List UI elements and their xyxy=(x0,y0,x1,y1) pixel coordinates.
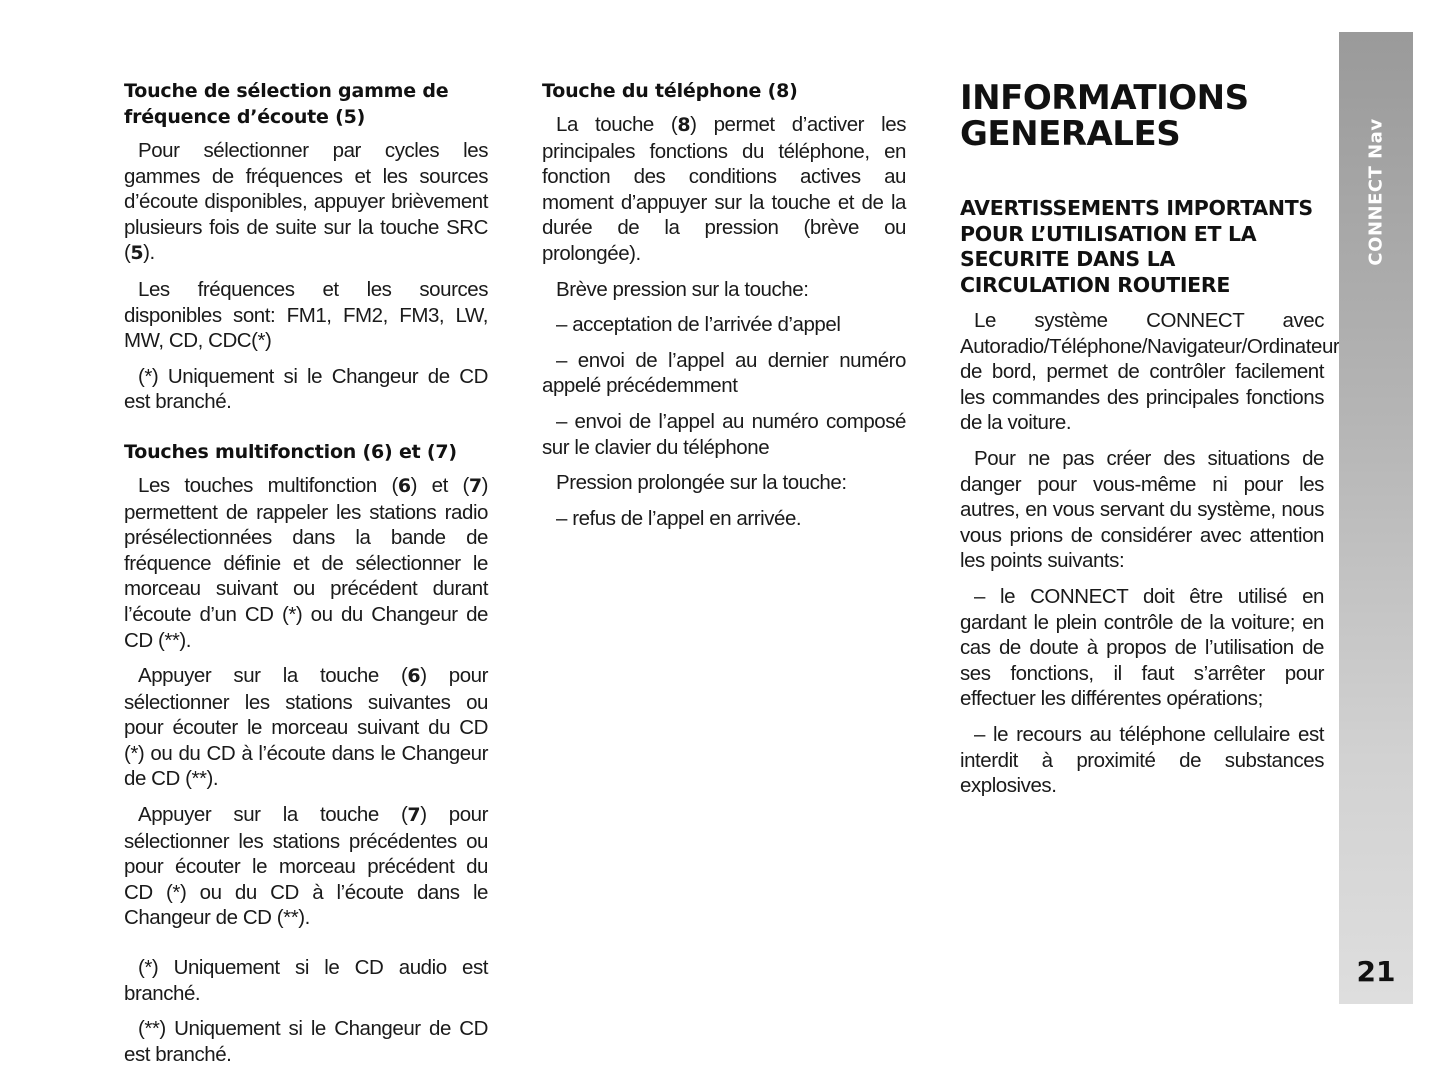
list-item: – acceptation de l’arrivée d’appel xyxy=(556,313,841,337)
column-right xyxy=(960,78,1340,809)
paragraph: Pour sélectionner par cycles les gammes de fréquences et les sources d’écoute disponibles, appuyer brièvement plusieurs fois de suite sur la touche SRC (5). xyxy=(124,139,488,265)
footnote: (**) Uniquement si le Changeur de CD est branché. xyxy=(124,1017,488,1066)
paragraph: La touche (8) permet d’activer les principales fonctions du téléphone, en fonction des conditions actives au moment d’appuyer sur la touche et de la durée de la pression (brève ou prolongée). xyxy=(542,113,907,265)
paragraph: Appuyer sur la touche (6) pour sélectionner les stations suivantes ou pour écouter le morceau suivant du CD (*) ou du CD à l’écoute dans le Changeur de CD (**). xyxy=(124,664,488,791)
paragraph: Le système CONNECT avec Autoradio/Téléphone/Navigateur/Ordinateur de bord, permet de contrôler facilement les commandes des principales fonctions de la voiture. xyxy=(960,309,1340,435)
footnote: (*) Uniquement si le Changeur de CD est branché. xyxy=(124,364,488,414)
footnote: (*) Uniquement si le CD audio est branché. xyxy=(124,956,488,1005)
paragraph: Pression prolongée sur la touche: xyxy=(556,471,847,495)
list-item: – le CONNECT doit être utilisé en gardant le plein contrôle de la voiture; en cas de doute à propos de l’utilisation de ses fonctions, il faut s’arrêter pour effectuer les différentes opérations; xyxy=(960,584,1324,711)
column-middle xyxy=(542,78,906,541)
paragraph: Brève pression sur la touche: xyxy=(556,277,809,301)
page-number: 21 xyxy=(1356,955,1396,988)
paragraph: Les touches multifonction (6) et (7) permettent de rappeler les stations radio présélectionnées dans la bande de fréquence définie et de sélectionner le morceau suivant ou précédent durant l’écoute d’un CD (*) ou du Changeur de CD (**). xyxy=(124,473,488,652)
list-item: – envoi de l’appel au numéro composé sur le clavier du téléphone xyxy=(542,409,906,459)
section-title: INFORMATIONS GENERALES xyxy=(960,78,1249,154)
side-tab xyxy=(1339,32,1413,1004)
paragraph: Les fréquences et les sources disponibles sont: FM1, FM2, FM3, LW, MW, CD, CDC(*) xyxy=(124,277,488,353)
heading-frequency-key: Touche de sélection gamme de fréquence d’écoute (5) xyxy=(124,80,449,128)
paragraph: Pour ne pas créer des situations de danger pour vous-même ni pour les autres, en vous servant du système, nous vous prions de considérer avec attention les points suivants: xyxy=(960,446,1324,573)
column-left xyxy=(124,78,488,1077)
side-tab-title: CONNECT Nav xyxy=(1365,118,1387,266)
heading-multifunction-keys: Touches multifonction (6) et (7) xyxy=(124,440,457,463)
list-item: – refus de l’appel en arrivée. xyxy=(556,506,802,530)
list-item: – le recours au téléphone cellulaire est interdit à proximité de substances explosives. xyxy=(960,722,1324,798)
section-subtitle: AVERTISSEMENTS IMPORTANTS POUR L’UTILISATION ET LA SECURITE DANS LA CIRCULATION ROUTIERE xyxy=(960,196,1313,297)
list-item: – envoi de l’appel au dernier numéro appelé précédemment xyxy=(542,348,906,398)
heading-telephone-key: Touche du téléphone (8) xyxy=(542,80,798,102)
paragraph: Appuyer sur la touche (7) pour sélectionner les stations précédentes ou pour écouter le morceau précédent du CD (*) ou du CD à l’écoute dans le Changeur de CD (**). xyxy=(124,803,488,930)
